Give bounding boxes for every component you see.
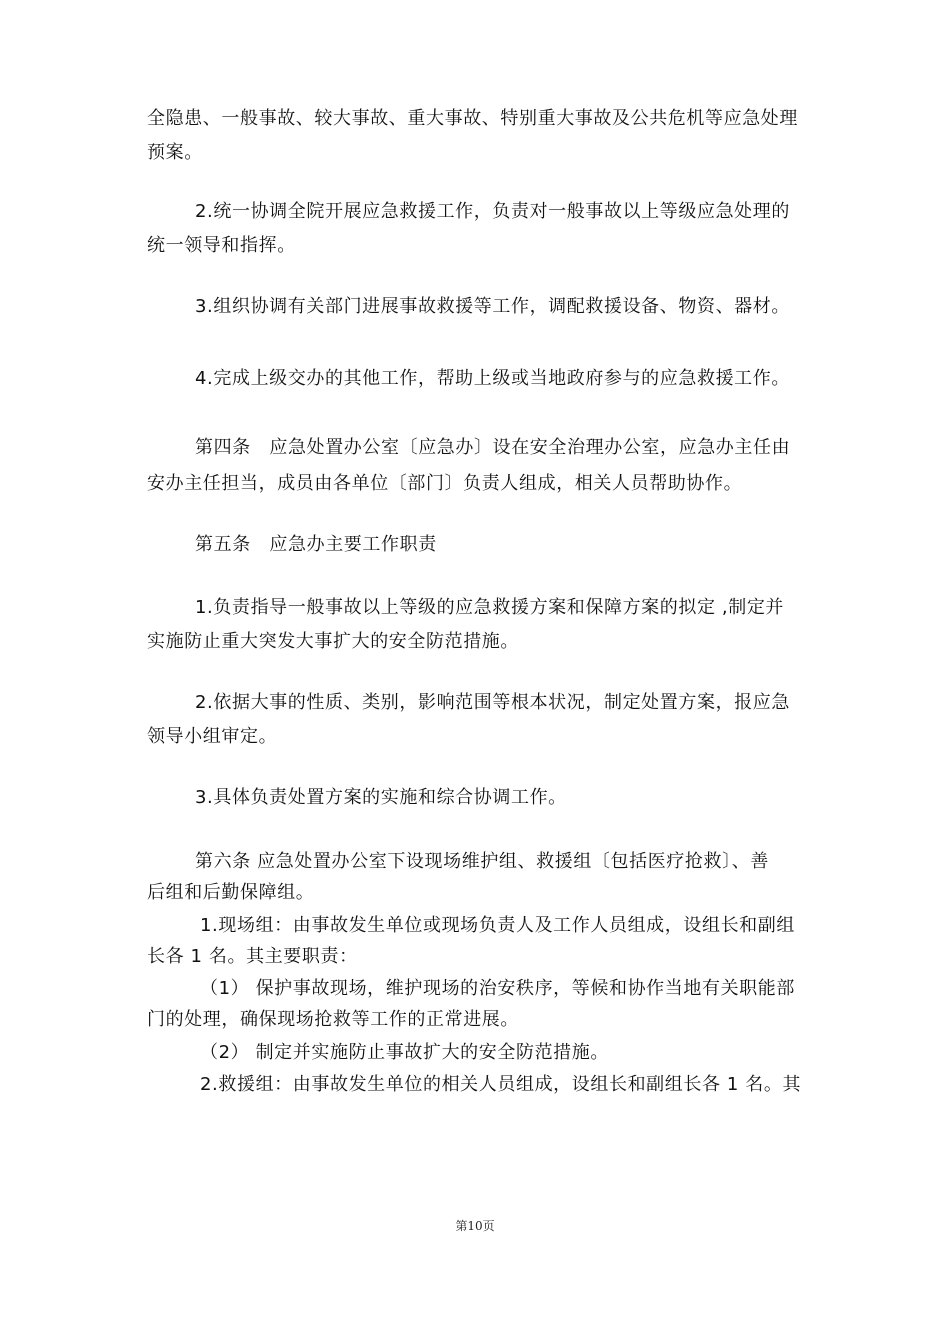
paragraph-line: 2.救援组：由事故发生单位的相关人员组成，设组长和副组长各 1 名。其 <box>200 1074 802 1095</box>
paragraph-line: 第四条 应急处置办公室〔应急办〕设在安全治理办公室，应急办主任由 <box>195 437 791 458</box>
paragraph-line: 1.现场组：由事故发生单位或现场负责人及工作人员组成，设组长和副组 <box>200 915 795 936</box>
page-number: 第10页 <box>455 1219 495 1233</box>
paragraph-line: 2.依据大事的性质、类别，影响范围等根本状况，制定处置方案，报应急 <box>195 692 790 713</box>
paragraph-line: 第六条 应急处置办公室下设现场维护组、救援组〔包括医疗抢救〕、善 <box>195 851 769 872</box>
paragraph-line: 安办主任担当，成员由各单位〔部门〕负责人组成，相关人员帮助协作。 <box>147 473 743 494</box>
paragraph-line: 统一领导和指挥。 <box>147 235 296 256</box>
paragraph-line: 预案。 <box>147 142 203 163</box>
paragraph-line: （2） 制定并实施防止事故扩大的安全防范措施。 <box>200 1042 609 1063</box>
paragraph-line: 后组和后勤保障组。 <box>147 882 315 903</box>
paragraph-line: 门的处理，确保现场抢救等工作的正常进展。 <box>147 1009 519 1030</box>
paragraph-line: （1） 保护事故现场，维护现场的治安秩序，等候和协作当地有关职能部 <box>200 978 795 999</box>
paragraph-line: 长各 1 名。其主要职责： <box>147 946 358 967</box>
paragraph-line: 3.具体负责处置方案的实施和综合协调工作。 <box>195 787 567 808</box>
paragraph-line: 2.统一协调全院开展应急救援工作，负责对一般事故以上等级应急处理的 <box>195 201 790 222</box>
paragraph-line: 领导小组审定。 <box>147 726 278 747</box>
section-heading: 第五条 应急办主要工作职责 <box>195 534 437 555</box>
paragraph-line: 全隐患、一般事故、较大事故、重大事故、特别重大事故及公共危机等应急处理 <box>147 108 798 129</box>
paragraph-line: 4.完成上级交办的其他工作，帮助上级或当地政府参与的应急救援工作。 <box>195 368 790 389</box>
paragraph-line: 实施防止重大突发大事扩大的安全防范措施。 <box>147 631 519 652</box>
paragraph-line: 3.组织协调有关部门进展事故救援等工作，调配救援设备、物资、器材。 <box>195 296 790 317</box>
paragraph-line: 1.负责指导一般事故以上等级的应急救援方案和保障方案的拟定 ,制定并 <box>195 597 785 618</box>
